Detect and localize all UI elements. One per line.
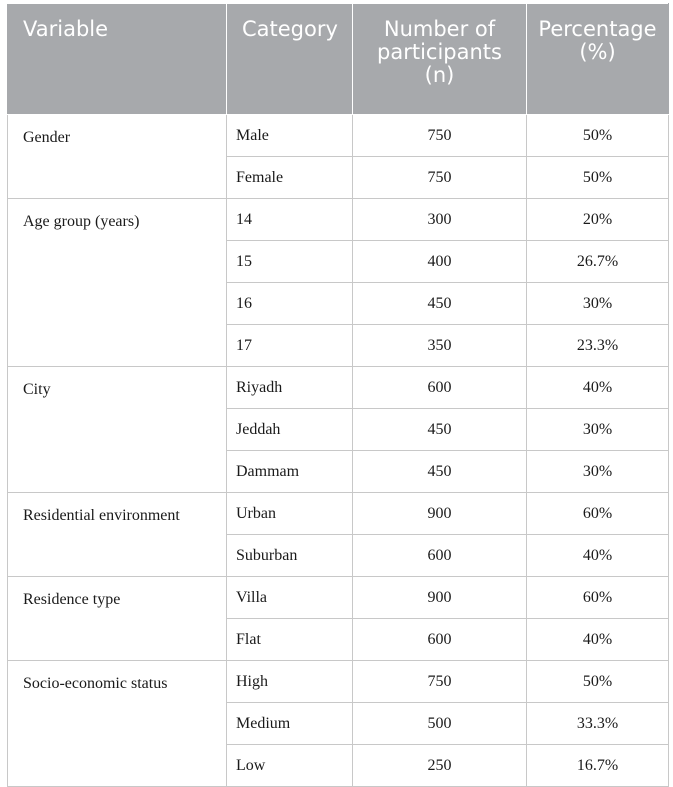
category-cell: Medium — [227, 703, 353, 745]
category-cell: Riyadh — [227, 367, 353, 409]
header-percentage-line-1: Percentage — [538, 17, 657, 41]
count-cell: 900 — [353, 577, 527, 619]
count-cell: 600 — [353, 535, 527, 577]
percentage-cell: 30% — [527, 409, 669, 451]
count-cell: 300 — [353, 199, 527, 241]
header-number — [353, 4, 527, 115]
table-header — [8, 4, 669, 115]
category-cell: 14 — [227, 199, 353, 241]
variable-cell: Residence type — [8, 577, 227, 661]
category-cell: 16 — [227, 283, 353, 325]
count-cell: 900 — [353, 493, 527, 535]
category-cell: 17 — [227, 325, 353, 367]
percentage-cell: 30% — [527, 283, 669, 325]
percentage-cell: 50% — [527, 157, 669, 199]
header-percentage-line-2: (%) — [579, 40, 616, 64]
category-cell: Urban — [227, 493, 353, 535]
header-number-line-3: (n) — [424, 63, 455, 87]
percentage-cell: 23.3% — [527, 325, 669, 367]
percentage-cell: 16.7% — [527, 745, 669, 787]
variable-cell: Socio-economic status — [8, 661, 227, 787]
count-cell: 450 — [353, 409, 527, 451]
percentage-cell: 50% — [527, 661, 669, 703]
category-cell: Low — [227, 745, 353, 787]
category-cell: Female — [227, 157, 353, 199]
header-category — [227, 4, 353, 115]
count-cell: 600 — [353, 367, 527, 409]
count-cell: 600 — [353, 619, 527, 661]
category-cell: Male — [227, 115, 353, 157]
percentage-cell: 60% — [527, 493, 669, 535]
table-body — [8, 115, 669, 787]
count-cell: 450 — [353, 451, 527, 493]
table-row — [8, 493, 669, 535]
table-row — [8, 661, 669, 703]
header-percentage — [527, 4, 669, 115]
variable-cell: Residential environment — [8, 493, 227, 577]
count-cell: 450 — [353, 283, 527, 325]
header-number-line-2: participants — [377, 40, 502, 64]
count-cell: 750 — [353, 157, 527, 199]
variable-cell: City — [8, 367, 227, 493]
header-category-label: Category — [242, 17, 338, 41]
category-cell: Flat — [227, 619, 353, 661]
table-row — [8, 577, 669, 619]
percentage-cell: 26.7% — [527, 241, 669, 283]
percentage-cell: 30% — [527, 451, 669, 493]
table-row — [8, 367, 669, 409]
percentage-cell: 40% — [527, 619, 669, 661]
category-cell: 15 — [227, 241, 353, 283]
percentage-cell: 40% — [527, 535, 669, 577]
count-cell: 750 — [353, 115, 527, 157]
variable-cell: Age group (years) — [8, 199, 227, 367]
percentage-cell: 20% — [527, 199, 669, 241]
percentage-cell: 60% — [527, 577, 669, 619]
percentage-cell: 33.3% — [527, 703, 669, 745]
count-cell: 250 — [353, 745, 527, 787]
table-row — [8, 115, 669, 157]
count-cell: 500 — [353, 703, 527, 745]
category-cell: Jeddah — [227, 409, 353, 451]
count-cell: 750 — [353, 661, 527, 703]
table-row — [8, 199, 669, 241]
header-number-line-1: Number of — [383, 17, 496, 41]
header-variable — [8, 4, 227, 115]
participants-table — [7, 3, 669, 787]
percentage-cell: 50% — [527, 115, 669, 157]
category-cell: Suburban — [227, 535, 353, 577]
category-cell: Dammam — [227, 451, 353, 493]
variable-cell: Gender — [8, 115, 227, 199]
count-cell: 400 — [353, 241, 527, 283]
category-cell: High — [227, 661, 353, 703]
header-variable-label: Variable — [23, 17, 109, 41]
category-cell: Villa — [227, 577, 353, 619]
header-row — [8, 4, 669, 115]
count-cell: 350 — [353, 325, 527, 367]
percentage-cell: 40% — [527, 367, 669, 409]
